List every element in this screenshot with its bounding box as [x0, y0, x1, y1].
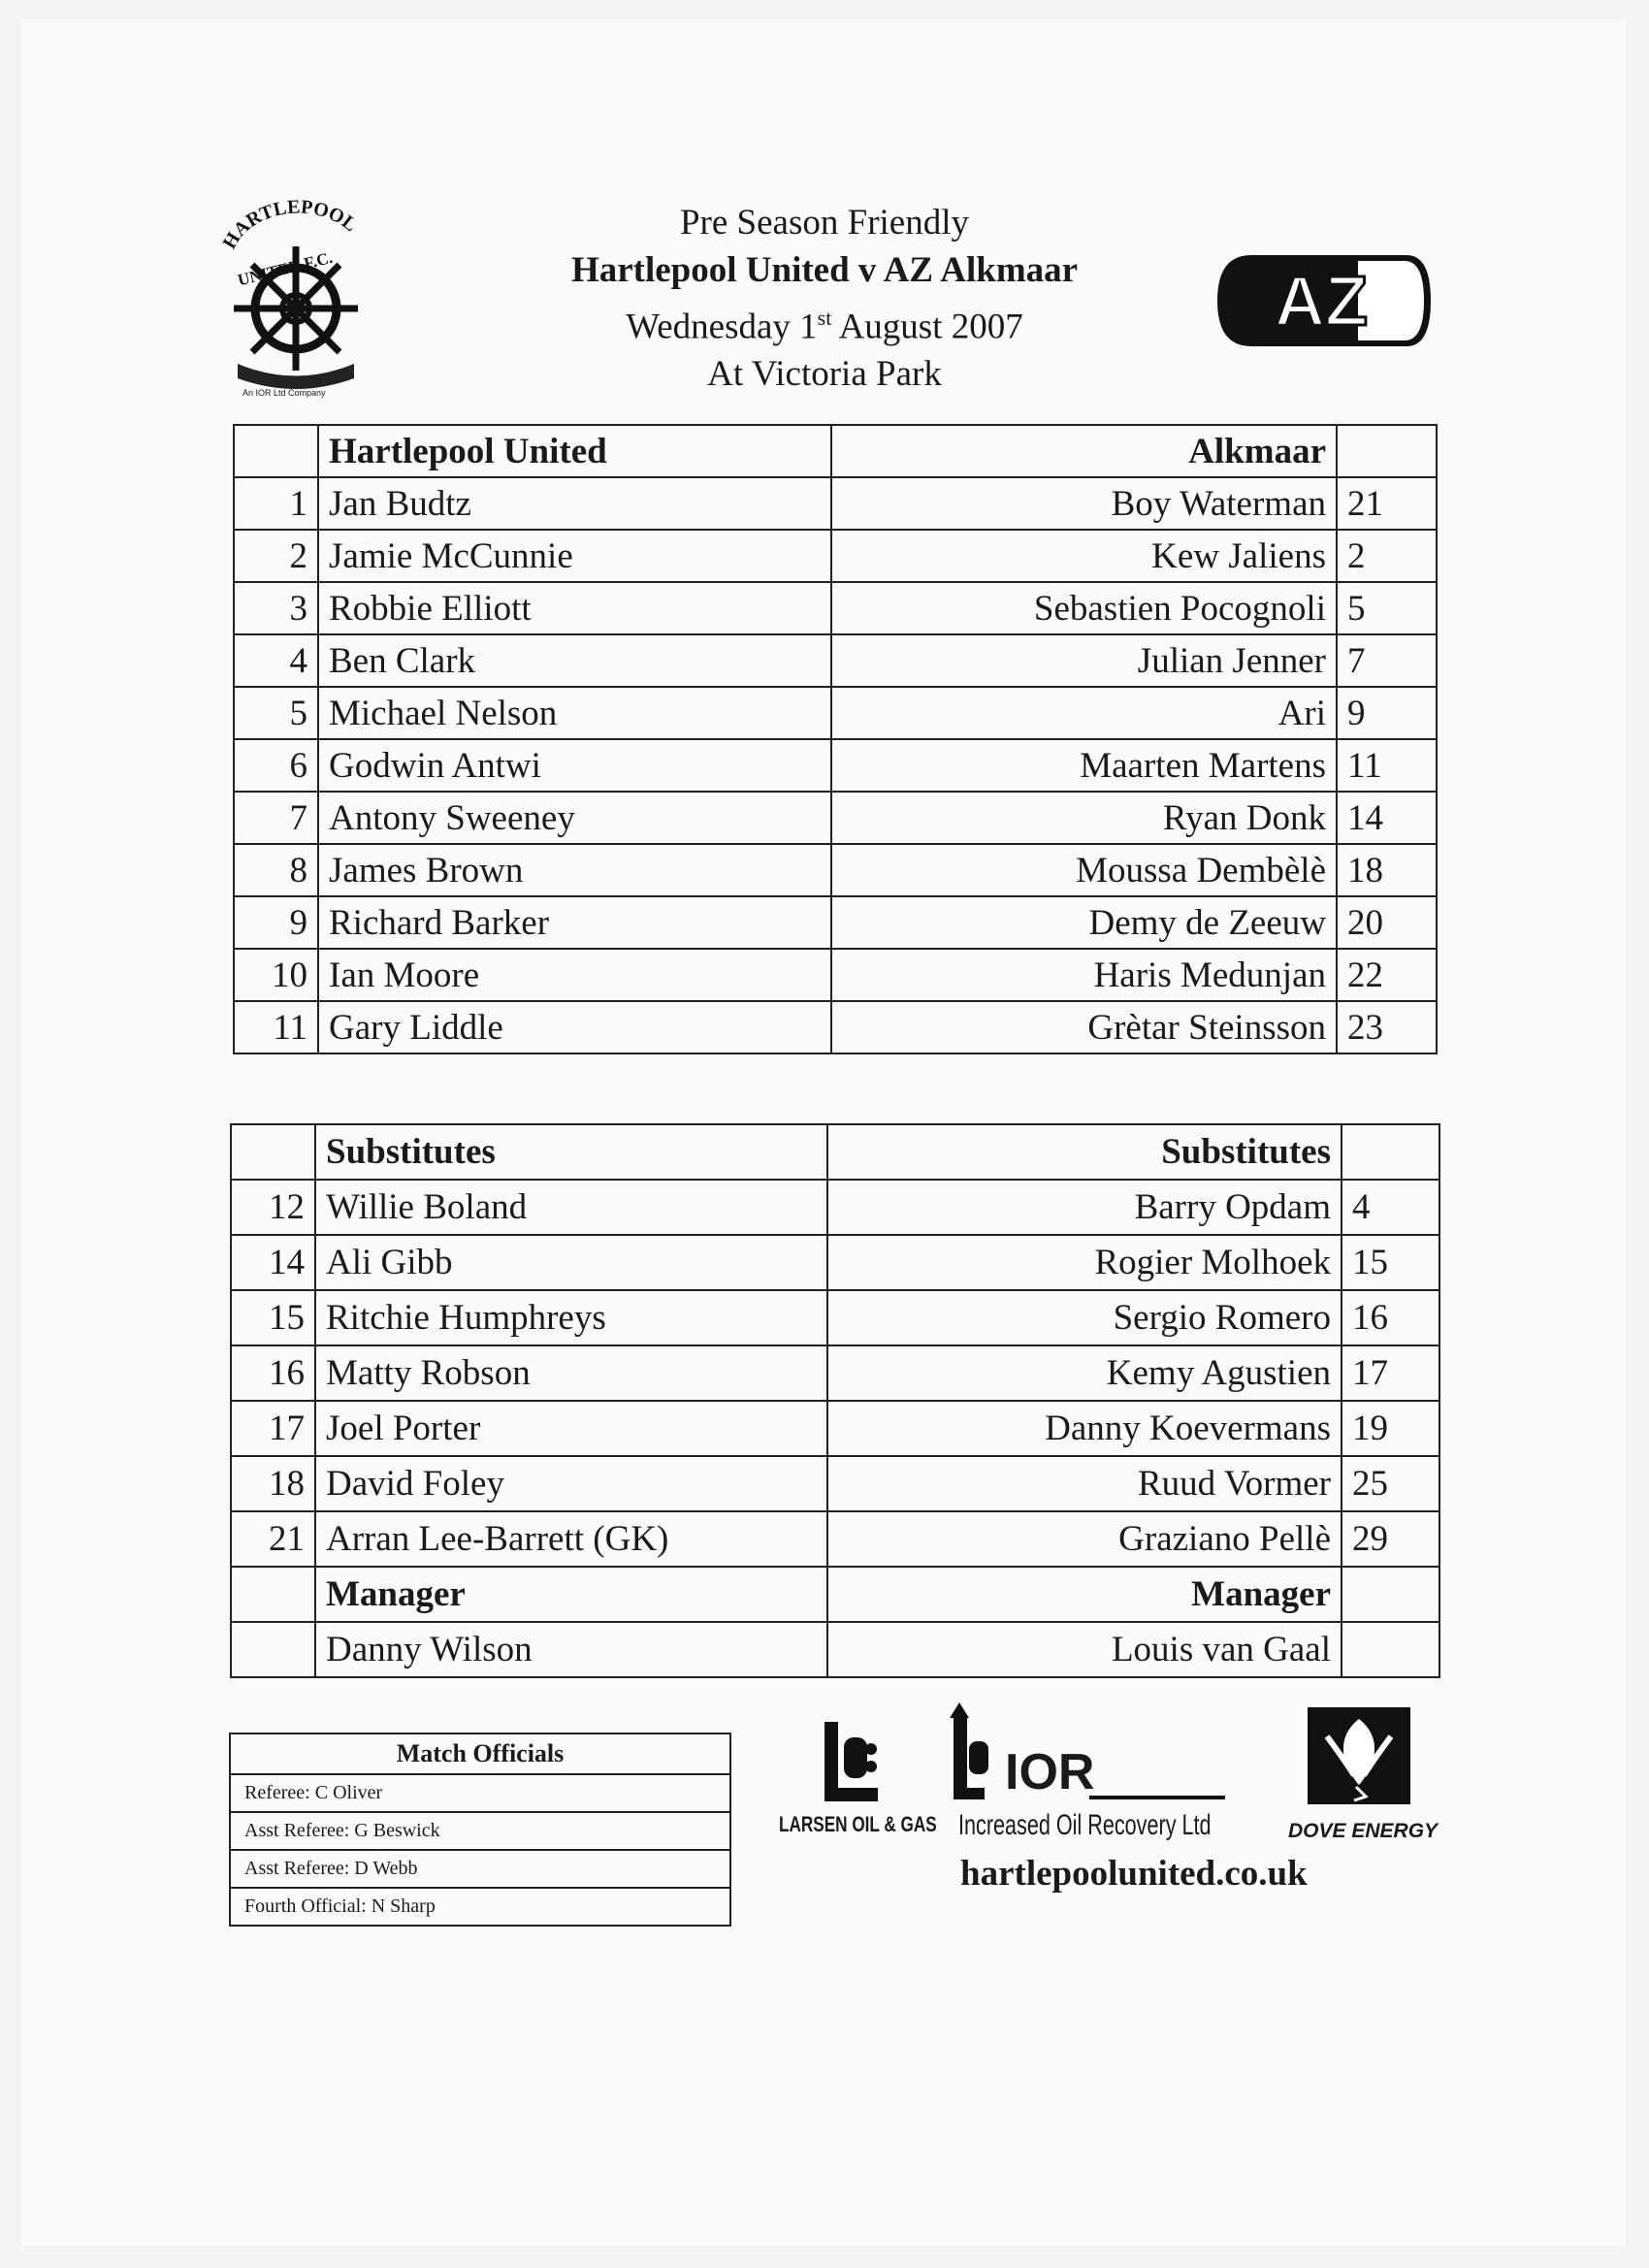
away-player-name: Barry Opdam — [827, 1180, 1342, 1235]
substitute-row — [231, 1290, 1439, 1345]
substitute-row — [231, 1456, 1439, 1511]
subs-header-row — [231, 1124, 1439, 1180]
home-player-name: Richard Barker — [318, 896, 831, 949]
home-manager-heading: Manager — [315, 1567, 827, 1622]
away-player-name: Sebastien Pocognoli — [831, 582, 1337, 634]
dove-energy-logo — [1308, 1707, 1410, 1809]
manager-row — [231, 1622, 1439, 1677]
official-entry: Fourth Official: N Sharp — [230, 1888, 730, 1926]
official-row — [230, 1812, 730, 1850]
ior-company-name: Increased Oil Recovery Ltd — [958, 1809, 1212, 1841]
crest-tagline: An IOR Ltd Company — [242, 388, 326, 398]
home-player-name: Michael Nelson — [318, 687, 831, 739]
away-shirt-number: 2 — [1337, 530, 1437, 582]
away-player-name: Ruud Vormer — [827, 1456, 1342, 1511]
substitute-row — [231, 1401, 1439, 1456]
away-player-name: Ryan Donk — [831, 792, 1337, 844]
match-title: Hartlepool United v AZ Alkmaar — [570, 250, 1079, 290]
away-shirt-number: 11 — [1337, 739, 1437, 792]
blank-cell — [1342, 1567, 1439, 1622]
home-shirt-number: 9 — [234, 896, 318, 949]
lineup-row — [234, 844, 1437, 896]
home-shirt-number: 16 — [231, 1345, 315, 1401]
lineup-header-row — [234, 425, 1437, 477]
home-subs-heading: Substitutes — [315, 1124, 827, 1180]
away-player-name: Grètar Steinsson — [831, 1001, 1337, 1053]
away-player-name: Ari — [831, 687, 1337, 739]
home-player-name: Jamie McCunnie — [318, 530, 831, 582]
away-player-name: Danny Koevermans — [827, 1401, 1342, 1456]
away-shirt-number: 17 — [1342, 1345, 1439, 1401]
away-player-name: Graziano Pellè — [827, 1511, 1342, 1567]
away-shirt-number: 22 — [1337, 949, 1437, 1001]
official-row — [230, 1850, 730, 1888]
away-player-name: Sergio Romero — [827, 1290, 1342, 1345]
lineup-row — [234, 687, 1437, 739]
home-shirt-number: 5 — [234, 687, 318, 739]
away-subs-heading: Substitutes — [827, 1124, 1342, 1180]
away-shirt-number: 9 — [1337, 687, 1437, 739]
home-shirt-number: 6 — [234, 739, 318, 792]
home-player-name: Ritchie Humphreys — [315, 1290, 827, 1345]
away-shirt-number: 4 — [1342, 1180, 1439, 1235]
away-player-name: Kemy Agustien — [827, 1345, 1342, 1401]
blank-cell — [234, 425, 318, 477]
officials-header-row — [230, 1733, 730, 1774]
substitute-row — [231, 1345, 1439, 1401]
away-manager-name: Louis van Gaal — [827, 1622, 1342, 1677]
home-shirt-number: 17 — [231, 1401, 315, 1456]
match-officials-table — [229, 1733, 731, 1927]
blank-cell — [231, 1124, 315, 1180]
official-entry: Asst Referee: G Beswick — [230, 1812, 730, 1850]
home-player-name: Jan Budtz — [318, 477, 831, 530]
away-shirt-number: 23 — [1337, 1001, 1437, 1053]
home-shirt-number: 15 — [231, 1290, 315, 1345]
away-shirt-number: 29 — [1342, 1511, 1439, 1567]
lineup-row — [234, 477, 1437, 530]
home-player-name: Gary Liddle — [318, 1001, 831, 1053]
home-shirt-number: 11 — [234, 1001, 318, 1053]
home-shirt-number: 18 — [231, 1456, 315, 1511]
away-player-name: Moussa Dembèlè — [831, 844, 1337, 896]
home-team-heading: Hartlepool United — [318, 425, 831, 477]
officials-title: Match Officials — [230, 1733, 730, 1774]
home-shirt-number: 1 — [234, 477, 318, 530]
match-type: Pre Season Friendly — [679, 203, 970, 243]
substitutes-table — [230, 1123, 1440, 1678]
match-date: Wednesday 1st August 2007 — [626, 306, 1023, 347]
home-shirt-number: 12 — [231, 1180, 315, 1235]
larsen-oil-gas-name: LARSEN OIL & GAS — [779, 1812, 937, 1836]
blank-cell — [231, 1567, 315, 1622]
official-row — [230, 1888, 730, 1926]
away-shirt-number: 20 — [1337, 896, 1437, 949]
away-player-name: Demy de Zeeuw — [831, 896, 1337, 949]
match-venue: At Victoria Park — [707, 354, 942, 395]
az-alkmaar-logo — [1212, 247, 1436, 354]
home-player-name: Willie Boland — [315, 1180, 827, 1235]
home-shirt-number: 10 — [234, 949, 318, 1001]
lineup-row — [234, 949, 1437, 1001]
away-shirt-number: 15 — [1342, 1235, 1439, 1290]
away-manager-heading: Manager — [827, 1567, 1342, 1622]
home-player-name: Matty Robson — [315, 1345, 827, 1401]
home-player-name: James Brown — [318, 844, 831, 896]
manager-heading-row — [231, 1567, 1439, 1622]
dove-energy-name: DOVE ENERGY — [1288, 1820, 1439, 1842]
substitute-row — [231, 1180, 1439, 1235]
home-manager-name: Danny Wilson — [315, 1622, 827, 1677]
home-player-name: Godwin Antwi — [318, 739, 831, 792]
home-shirt-number: 21 — [231, 1511, 315, 1567]
official-entry: Asst Referee: D Webb — [230, 1850, 730, 1888]
away-player-name: Kew Jaliens — [831, 530, 1337, 582]
home-player-name: Joel Porter — [315, 1401, 827, 1456]
lineup-row — [234, 739, 1437, 792]
home-player-name: David Foley — [315, 1456, 827, 1511]
home-shirt-number: 8 — [234, 844, 318, 896]
lineup-row — [234, 530, 1437, 582]
home-player-name: Robbie Elliott — [318, 582, 831, 634]
away-shirt-number: 25 — [1342, 1456, 1439, 1511]
official-row — [230, 1774, 730, 1812]
away-shirt-number: 18 — [1337, 844, 1437, 896]
away-player-name: Haris Medunjan — [831, 949, 1337, 1001]
away-shirt-number: 7 — [1337, 634, 1437, 687]
svg-text:HARTLEPOOL: HARTLEPOOL — [218, 196, 362, 253]
substitute-row — [231, 1511, 1439, 1567]
away-player-name: Boy Waterman — [831, 477, 1337, 530]
larsen-oil-gas-logo — [815, 1722, 892, 1809]
lineup-row — [234, 896, 1437, 949]
club-website: hartlepoolunited.co.uk — [960, 1854, 1308, 1894]
svg-text:AZ: AZ — [1275, 263, 1368, 340]
home-player-name: Arran Lee-Barrett (GK) — [315, 1511, 827, 1567]
away-shirt-number: 16 — [1342, 1290, 1439, 1345]
official-entry: Referee: C Oliver — [230, 1774, 730, 1812]
lineup-row — [234, 1001, 1437, 1053]
away-team-heading: Alkmaar — [831, 425, 1337, 477]
away-shirt-number: 21 — [1337, 477, 1437, 530]
home-player-name: Antony Sweeney — [318, 792, 831, 844]
blank-cell — [1342, 1124, 1439, 1180]
home-player-name: Ian Moore — [318, 949, 831, 1001]
away-player-name: Maarten Martens — [831, 739, 1337, 792]
ior-logo-text: IOR — [1005, 1744, 1095, 1800]
blank-cell — [231, 1622, 315, 1677]
away-shirt-number: 19 — [1342, 1401, 1439, 1456]
blank-cell — [1337, 425, 1437, 477]
away-shirt-number: 14 — [1337, 792, 1437, 844]
starting-lineup-table — [233, 424, 1438, 1054]
lineup-row — [234, 582, 1437, 634]
home-player-name: Ali Gibb — [315, 1235, 827, 1290]
away-player-name: Julian Jenner — [831, 634, 1337, 687]
home-player-name: Ben Clark — [318, 634, 831, 687]
lineup-row — [234, 792, 1437, 844]
away-shirt-number: 5 — [1337, 582, 1437, 634]
svg-text:UNITED F.C.: UNITED F.C. — [236, 247, 335, 290]
home-shirt-number: 4 — [234, 634, 318, 687]
home-shirt-number: 7 — [234, 792, 318, 844]
lineup-row — [234, 634, 1437, 687]
substitute-row — [231, 1235, 1439, 1290]
away-player-name: Rogier Molhoek — [827, 1235, 1342, 1290]
home-shirt-number: 14 — [231, 1235, 315, 1290]
home-shirt-number: 3 — [234, 582, 318, 634]
blank-cell — [1342, 1622, 1439, 1677]
home-shirt-number: 2 — [234, 530, 318, 582]
